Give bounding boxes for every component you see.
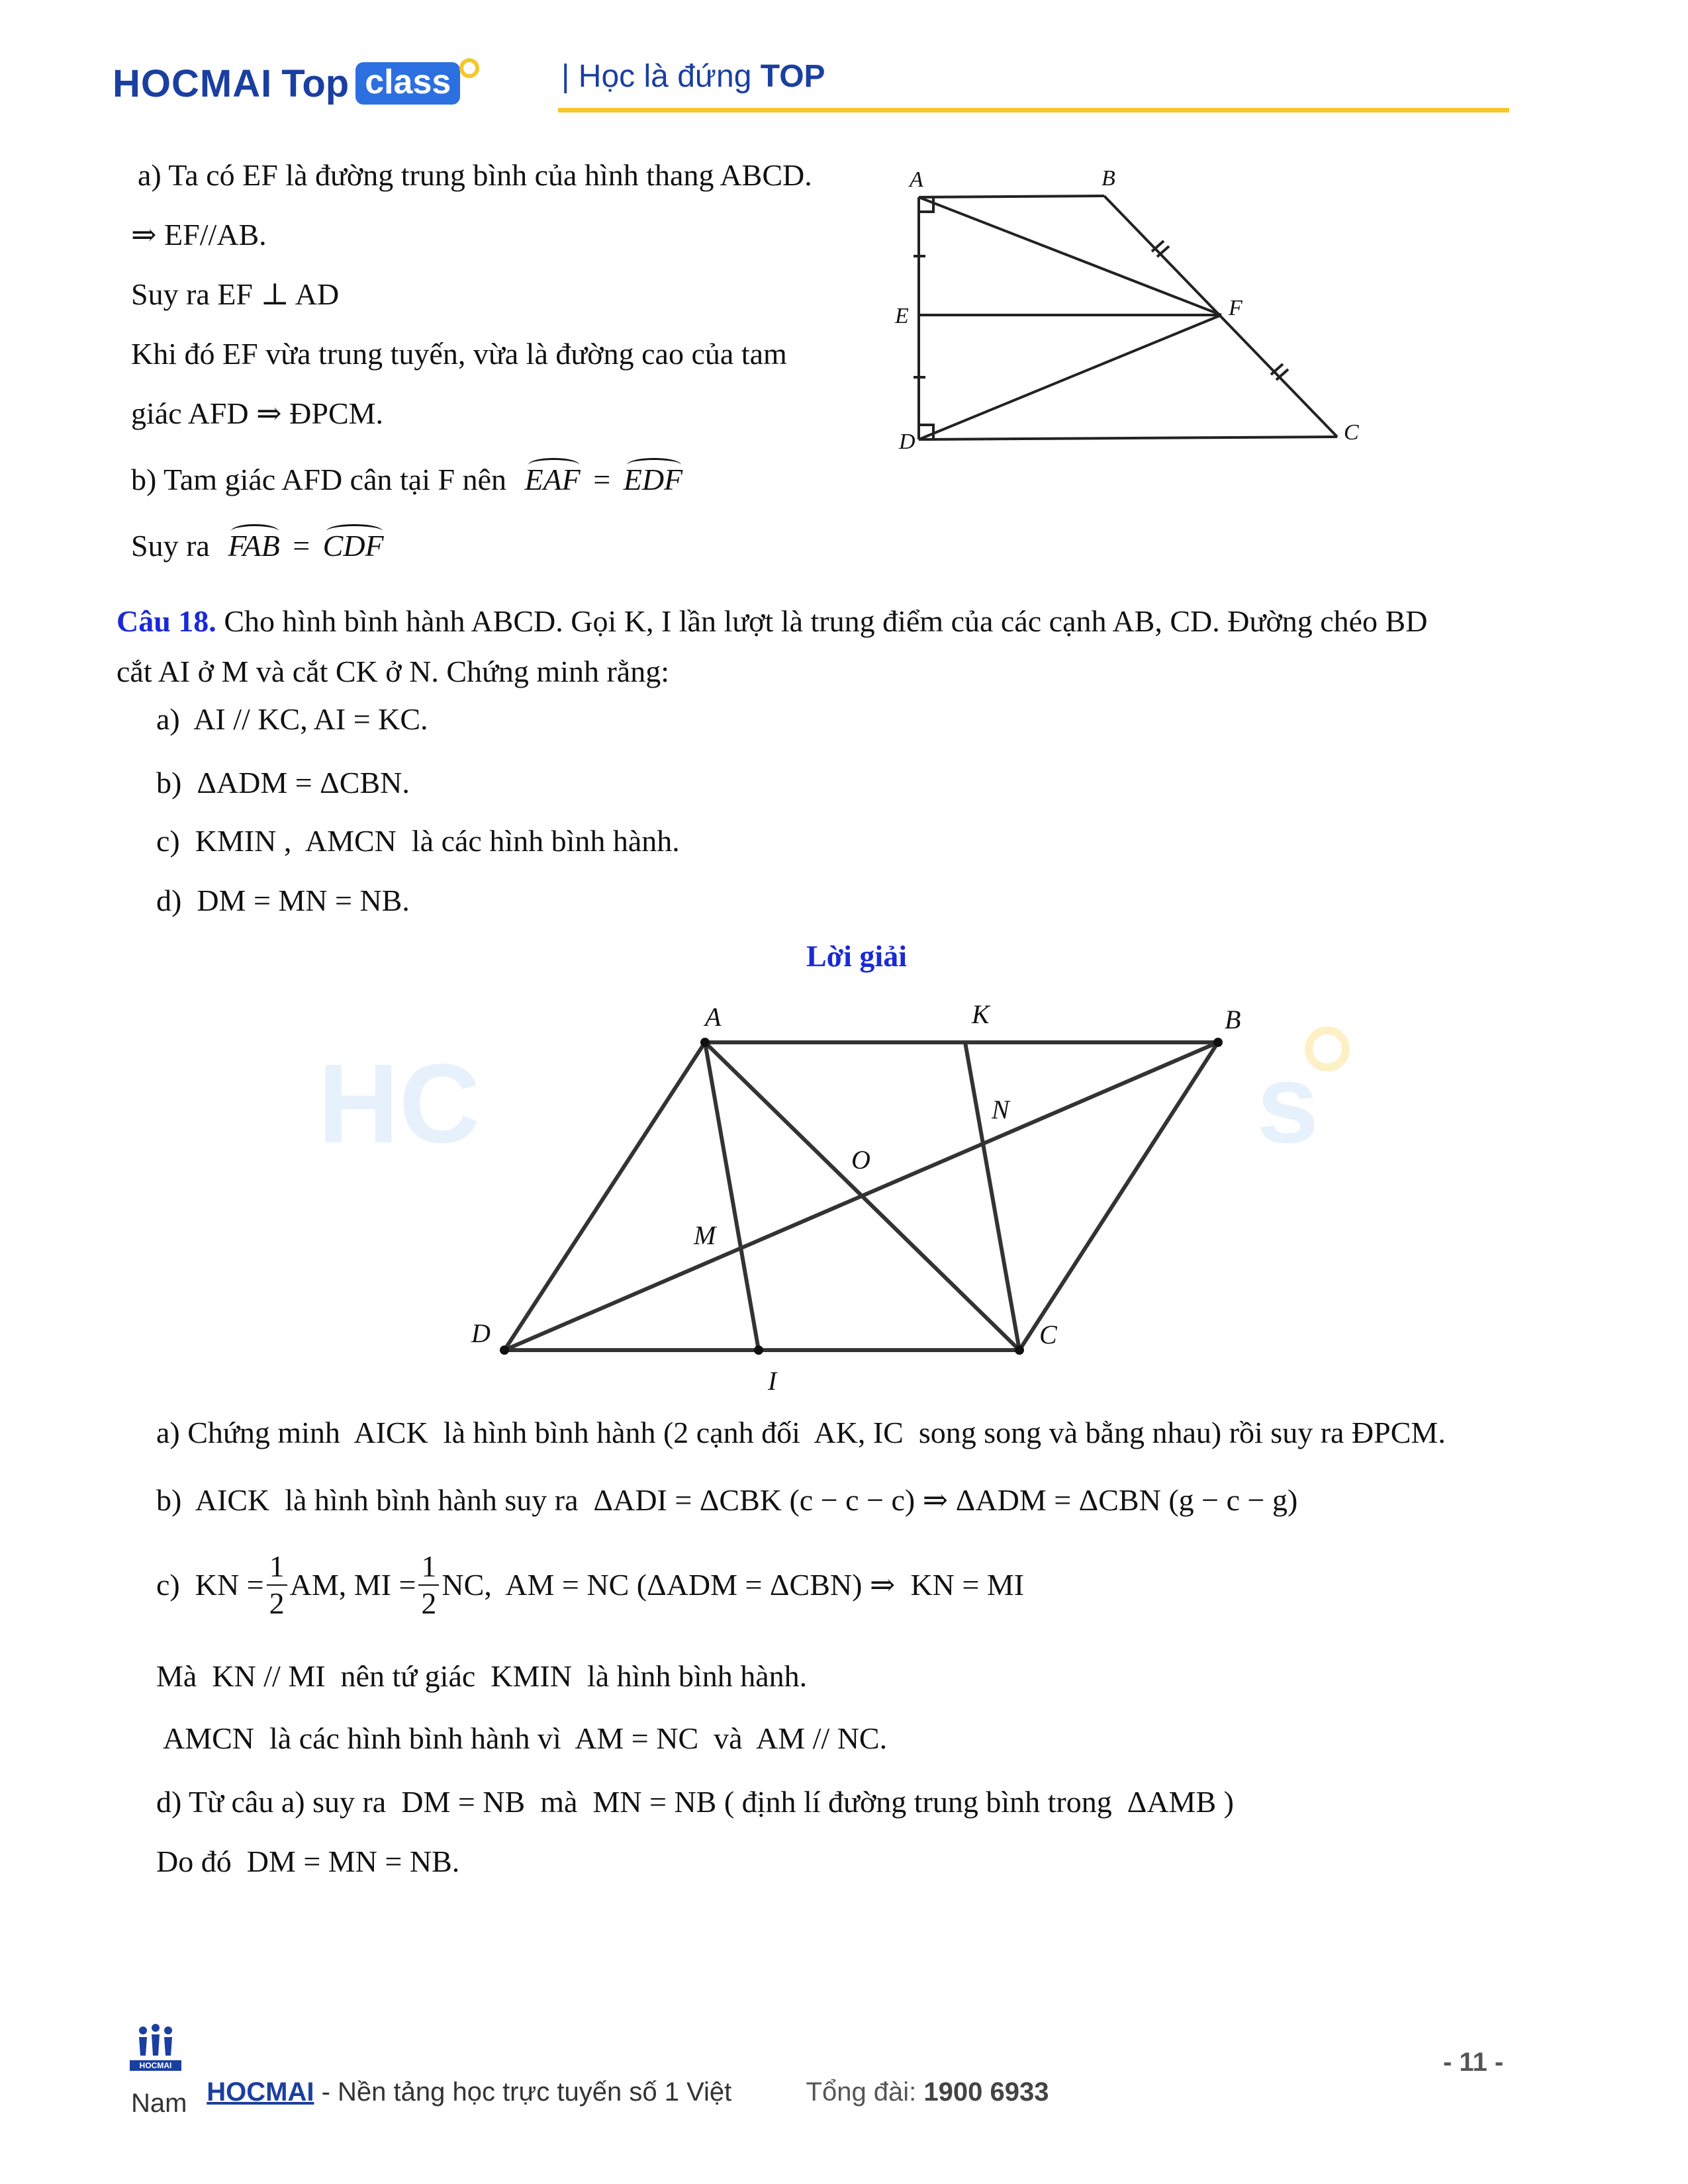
edge-da — [504, 1042, 705, 1350]
solution-title: Lời giải — [806, 939, 907, 973]
label-m: M — [694, 1220, 716, 1250]
text-span: Suy ra — [131, 529, 210, 563]
label-e: E — [895, 304, 909, 328]
label-c: C — [1039, 1320, 1057, 1349]
solution-c — [156, 1551, 1024, 1619]
logo-sun-icon — [456, 55, 483, 81]
fraction-numerator: 1 — [418, 1551, 439, 1586]
label-i: I — [768, 1366, 777, 1396]
fraction-numerator: 1 — [267, 1551, 287, 1586]
text-span: AM, MI = — [289, 1567, 416, 1602]
hotline-label: Tổng đài: — [806, 2077, 924, 2107]
label-c: C — [1344, 420, 1359, 445]
header-slogan — [561, 58, 825, 95]
watermark-right: s — [1256, 1041, 1319, 1167]
point-d — [500, 1345, 509, 1355]
label-n: N — [992, 1095, 1009, 1124]
header-logo — [113, 57, 483, 110]
label-d: D — [471, 1318, 491, 1348]
edge-ab — [919, 196, 1104, 197]
segment-df — [919, 315, 1221, 439]
solution-d2: Do đó DM = MN = NB. — [156, 1844, 460, 1878]
logo-top: Top — [281, 62, 350, 105]
logo-hocmai: HOCMAI — [113, 62, 273, 105]
point-a — [700, 1038, 710, 1047]
angle-cdf: CDF — [322, 529, 384, 563]
question-item-b: b) ΔADM = ΔCBN. — [156, 766, 410, 799]
footer-tagline-wrap: Nam — [131, 2089, 187, 2118]
question-item-c: c) KMIN , AMCN là các hình bình hành. — [156, 824, 680, 858]
edge-dc — [919, 437, 1337, 439]
fraction-half — [267, 1551, 287, 1619]
angle-fab: FAB — [228, 529, 280, 563]
point-b — [1213, 1038, 1223, 1047]
label-o: O — [851, 1145, 870, 1175]
trapezoid-figure — [880, 159, 1397, 463]
slogan-top: TOP — [760, 59, 825, 94]
angle-edf: EDF — [623, 463, 683, 496]
label-a: A — [910, 167, 923, 192]
fraction-half — [418, 1551, 439, 1619]
logo-class: class — [355, 62, 460, 105]
text-span: b) Tam giác AFD cân tại F nên — [131, 463, 506, 496]
fraction-denominator: 2 — [269, 1586, 285, 1620]
text-line — [131, 463, 682, 497]
text-line: a) Ta có EF là đường trung bình của hình thang ABCD. — [138, 158, 812, 192]
equals-sign: = — [593, 463, 611, 496]
solution-b: b) AICK là hình bình hành suy ra ΔADI = ΔCBK (c − c − c) ⇒ ΔADM = ΔCBN (g − c − g) — [156, 1483, 1298, 1517]
solution-a: a) Chứng minh AICK là hình bình hành (2 cạnh đối AK, IC song song và bằng nhau) rồi suy ra ĐPCM. — [156, 1416, 1446, 1449]
footer-hotline — [792, 2048, 1049, 2107]
label-d: D — [899, 430, 915, 454]
watermark-sun-icon — [1297, 1019, 1357, 1079]
text-line: ⇒ EF//AB. — [131, 218, 267, 251]
footer-logo-text: HOCMAI — [130, 2060, 181, 2071]
question-line: cắt AI ở M và cắt CK ở N. Chứng minh rằng: — [117, 655, 670, 688]
diagonal-bd — [504, 1042, 1218, 1350]
angle-eaf: EAF — [524, 463, 581, 496]
equals-sign: = — [293, 529, 310, 563]
text-span: NC, AM = NC (ΔADM = ΔCBN) ⇒ KN = MI — [442, 1567, 1025, 1602]
question-label: Câu 18. — [117, 604, 216, 638]
parallelogram-figure — [450, 986, 1284, 1410]
label-b: B — [1225, 1005, 1241, 1034]
question-item-d: d) DM = MN = NB. — [156, 884, 410, 917]
footer-logo — [130, 2024, 181, 2071]
point-c — [1015, 1345, 1024, 1355]
page-number: - 11 - — [1443, 2048, 1504, 2077]
text-line: Khi đó EF vừa trung tuyến, vừa là đường cao của tam — [131, 337, 787, 371]
text-span: c) KN = — [156, 1567, 264, 1602]
slogan-text: | Học là đứng — [561, 59, 761, 94]
fraction-denominator: 2 — [421, 1586, 437, 1620]
text-line — [131, 529, 384, 563]
label-k: K — [972, 999, 990, 1029]
label-b: B — [1102, 166, 1115, 191]
footer-brand-link[interactable]: HOCMAI — [207, 2077, 314, 2107]
question-text: Cho hình bình hành ABCD. Gọi K, I lần lượt là trung điểm của các cạnh AB, CD. Đường chéo BD — [216, 604, 1428, 638]
solution-c3: AMCN là các hình bình hành vì AM = NC và AM // NC. — [163, 1721, 888, 1755]
hotline-number: 1900 6933 — [923, 2077, 1049, 2107]
text-line: giác AFD ⇒ ĐPCM. — [131, 396, 384, 430]
watermark-left: HC — [318, 1041, 481, 1167]
question-line — [117, 605, 1427, 639]
footer-text — [192, 2048, 731, 2107]
question-item-a: a) AI // KC, AI = KC. — [156, 702, 428, 736]
solution-d: d) Từ câu a) suy ra DM = NB mà MN = NB ( định lí đường trung bình trong ΔAMB ) — [156, 1785, 1234, 1819]
label-f: F — [1229, 296, 1243, 320]
footer-tagline: - Nền tảng học trực tuyến số 1 Việt — [314, 2077, 732, 2107]
edge-bc — [1019, 1042, 1218, 1350]
label-a: A — [705, 1002, 722, 1032]
text-line: Suy ra EF ⊥ AD — [131, 277, 340, 311]
segment-af — [919, 197, 1221, 315]
footer-people-icon — [132, 2024, 179, 2057]
solution-c2: Mà KN // MI nên tứ giác KMIN là hình bình hành. — [156, 1659, 808, 1693]
header-divider — [558, 108, 1509, 113]
point-i — [754, 1345, 763, 1355]
